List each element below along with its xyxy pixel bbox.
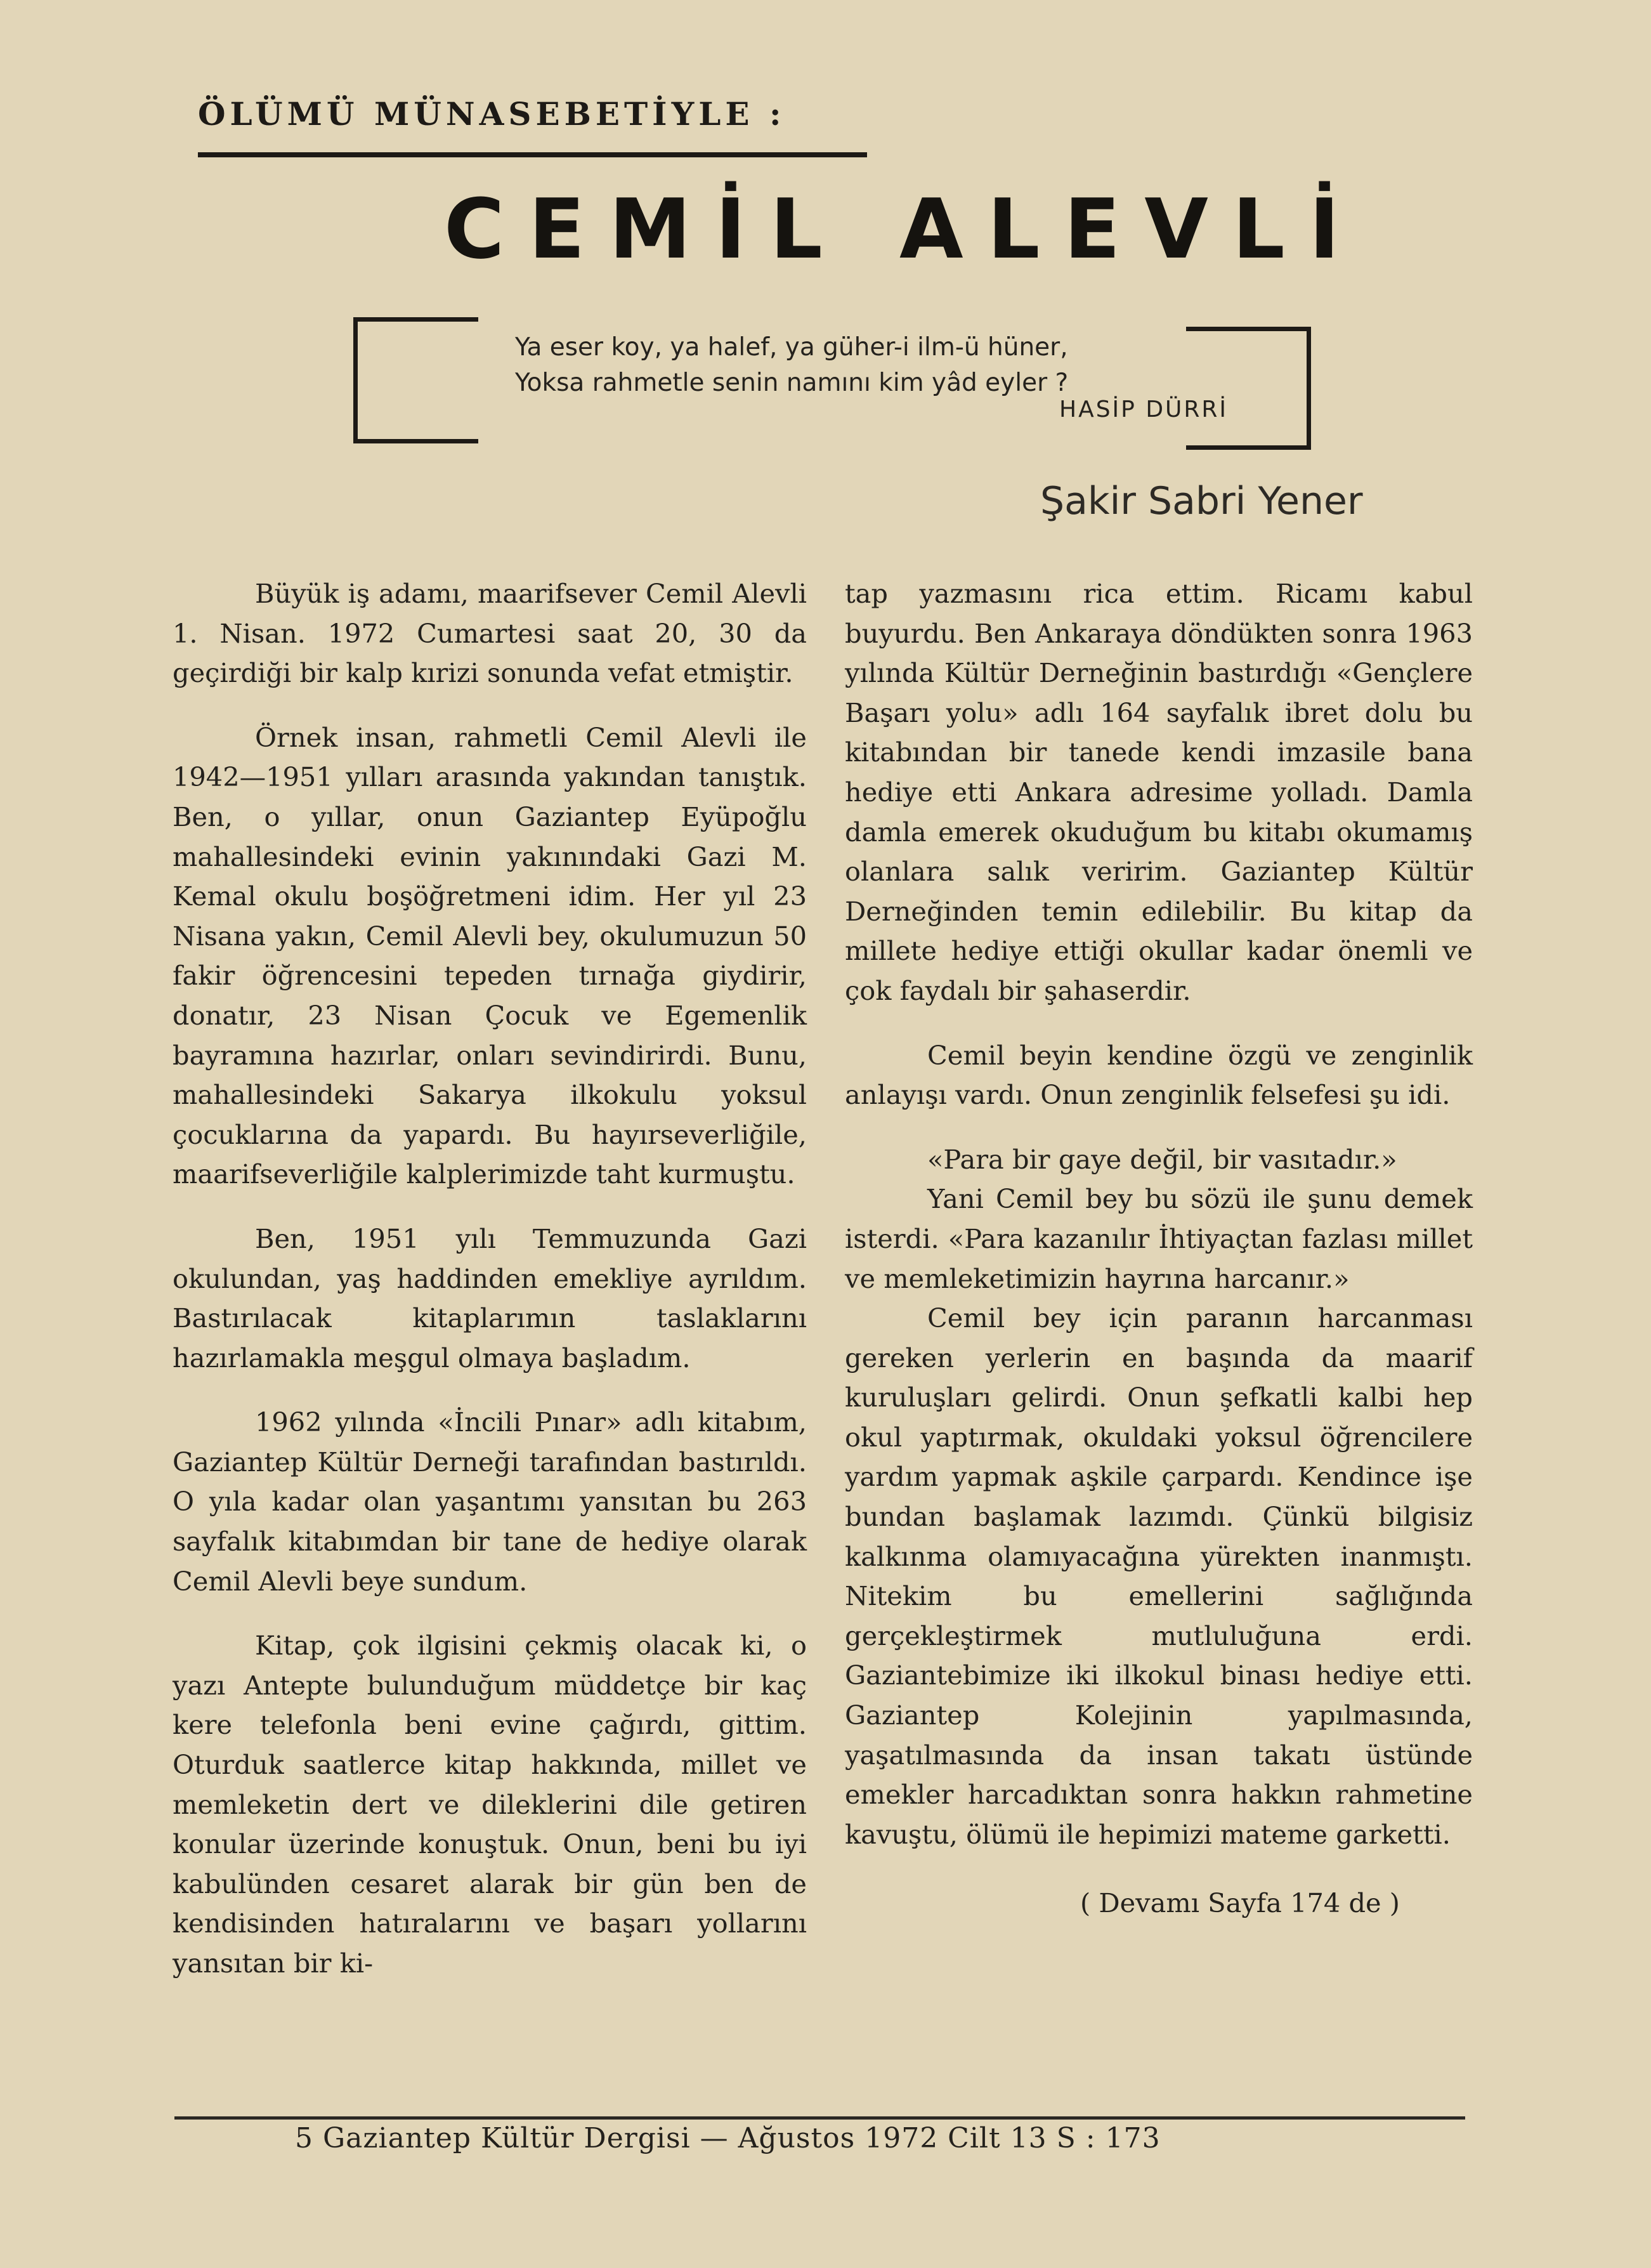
article-column-right [845,574,1473,1924]
paragraph: tap yazmasını rica ettim. Ricamı kabul buyurdu. Ben Ankaraya döndükten sonra 1963 yılında Kültür Derneğinin bastırdığı «Gençlere Başarı yolu» adlı 164 sayfalık ibret dolu bu kitabından bir tanede kendi imzasile bana hediye etti Ankara adresime yolladı. Damla damla emerek okuduğum bu kitabı okumamış olanlara salık veririm. Gaziantep Kültür Derneğinden temin edilebilir. Bu kitap da millete hediye ettiği okullar kadar önemli ve çok faydalı bir şahaserdir. [845,578,1473,1006]
footer-rule [174,2116,1465,2120]
article-title: CEMİL ALEVLİ [444,181,1364,277]
paragraph: Cemil bey için paranın harcanması gereken yerlerin en başında da maarif kuruluşları gelirdi. Onun şefkatli kalbi hep okul yaptırmak, okuldaki yoksul öğrencilere yardım yapmak aşkile çarpardı. Kendince işe bundan başlamak lazımdı. Çünkü bilgisiz kalkınma olamıyacağına yürekten inanmıştı. Nitekim bu emellerini sağlığında gerçekleştirmek mutluluğuna erdi. Gaziantebimize iki ilkokul binası hediye etti. Gaziantep Kolejinin yapılmasında, yaşatılmasında da insan takatı üstünde emekler harcadıktan sonra hakkın rahmetine kavuştu, ölümü ile hepimizi mateme garketti. [845,1302,1473,1850]
paragraph: Yani Cemil bey bu sözü ile şunu demek isterdi. «Para kazanılır İhtiyaçtan fazlası millet ve memleketimizin hayrına harcanır.» [845,1183,1473,1294]
epigraph [515,330,1213,401]
paragraph: Kitap, çok ilgisini çekmiş olacak ki, o yazı Antepte bulunduğum müddetçe bir kaç kere telefonla beni evine çağırdı, gittim. Oturduk saatlerce kitap hakkında, millet ve memleketin dert ve dileklerini dile getiren konular üzerinde konuştuk. Onun, beni bu iyi kabulünden cesaret alarak bir gün ben de kendisinden hatıralarını ve başarı yollarını yansıtan bir ki- [173,1630,807,1979]
kicker-underline [198,152,867,157]
paragraph: Cemil beyin kendine özgü ve zenginlik anlayışı vardı. Onun zenginlik felsefesi şu idi. [845,1039,1473,1111]
continued-note: ( Devamı Sayfa 174 de ) [1080,1887,1400,1919]
epigraph-author: HASİP DÜRRİ [1059,397,1229,423]
paragraph: Ben, 1951 yılı Temmuzunda Gazi okulundan, yaş haddinden emekliye ayrıldım. Bastırılacak kitaplarımın taslaklarını hazırlamakla meşgul olmaya başladım. [173,1222,807,1373]
paragraph: Büyük iş adamı, maarifsever Cemil Alevli 1. Nisan. 1972 Cumartesi saat 20, 30 da geçirdiği bir kalp kırizi sonunda vefat etmiştir. [173,578,807,689]
paragraph: Örnek insan, rahmetli Cemil Alevli ile 1942—1951 yılları arasında yakından tanıştık. Ben, o yıllar, onun Gaziantep Eyüpoğlu mahallesindeki evinin yakınındaki Gazi M. Kemal okulu boşöğretmeni idim. Her yıl 23 Nisana yakın, Cemil Alevli bey, okulumuzun 50 fakir öğrencesini tepeden tırnağa giydirir, donatır, 23 Nisan Çocuk ve Egemenlik bayramına hazırlar, onları sevindirirdi. Bunu, mahallesindeki Sakarya ilkokulu yoksul çocuklarına da yapardı. Bu hayırseverliğile, maarifseverliğile kalplerimizde taht kurmuştu. [173,721,807,1190]
article-column-left [173,574,807,2009]
epigraph-bracket-left [353,317,478,443]
paragraph: 1962 yılında «İncili Pınar» adlı kitabım, Gaziantep Kültür Derneği tarafından bastırıldı. O yıla kadar olan yaşantımı yansıtan bu 263 sayfalık kitabımdan bir tane de hediye olarak Cemil Alevli beye sundum. [173,1406,807,1597]
paragraph: «Para bir gaye değil, bir vasıtadır.» [927,1143,1397,1175]
epigraph-line: Ya eser koy, ya halef, ya güher-i ilm-ü hüner, [515,333,1068,362]
article-kicker: ÖLÜMÜ MÜNASEBETİYLE : [198,95,786,133]
epigraph-line: Yoksa rahmetle senin namını kim yâd eyler ? [515,369,1069,397]
page-footer: 5 Gaziantep Kültür Dergisi — Ağustos 1972 Cilt 13 S : 173 [295,2122,1161,2154]
byline: Şakir Sabri Yener [1040,479,1363,523]
